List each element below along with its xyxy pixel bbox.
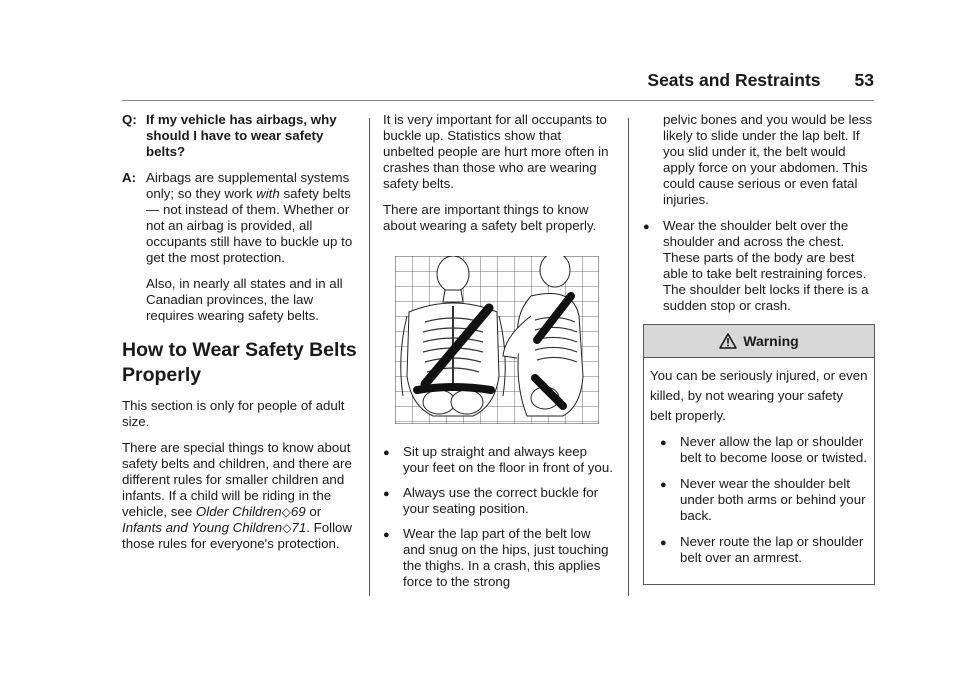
bullet-marker: ● [660, 479, 667, 491]
seatbelt-illustration [395, 256, 615, 428]
reference-icon: ◇ [282, 521, 292, 535]
page-number: 53 [854, 70, 874, 90]
list-item-text: Never wear the shoulder belt under both arms or behind your back. [680, 476, 866, 523]
answer-continued: Also, in nearly all states and in all Canadian provinces, the law requires wearing safety belts. [146, 276, 343, 323]
bullet-marker: ● [643, 221, 650, 233]
bullet-marker: ● [660, 537, 667, 549]
column-3 [643, 112, 875, 585]
paragraph: It is very important for all occupants to buckle up. Statistics show that unbelted people are hurt more often in crashes than those who are wearing safety belts. [383, 112, 609, 191]
question [122, 112, 358, 160]
column-divider [628, 118, 629, 596]
paragraph: There are special things to know about safety belts and children, and there are different rules for smaller children and infants. If a child will be riding in the vehicle, see Older Children◇69 or Infants and Young Children◇71. Follow those rules for everyone's protection. [122, 440, 353, 551]
lap-belt [417, 387, 491, 390]
section-title: Seats and Restraints [647, 70, 821, 90]
list-item-text: Always use the correct buckle for your seating position. [403, 485, 599, 516]
list-item-text: Sit up straight and always keep your feet on the floor in front of you. [403, 444, 613, 475]
paragraph: There are important things to know about wearing a safety belt properly. [383, 202, 597, 233]
section-heading: How to Wear Safety Belts Properly [122, 339, 357, 386]
q-label: Q: [122, 112, 137, 127]
page-ref[interactable]: 69 [290, 504, 306, 519]
list-item-text: Wear the shoulder belt over the shoulder and across the chest. These parts of the body are best able to take belt restraining forces. The shoulder belt locks if there is a sudden stop or crash. [663, 218, 869, 313]
page-header [647, 70, 874, 91]
paragraph: This section is only for people of adult size. [122, 398, 345, 429]
list-item-text: Never route the lap or shoulder belt over an armrest. [680, 534, 864, 565]
bullet-marker: ● [660, 437, 667, 449]
header-rule [122, 100, 874, 101]
column-2 [383, 112, 615, 599]
list-item [660, 476, 868, 524]
list-item [660, 534, 868, 566]
answer [122, 170, 358, 266]
warning-header [644, 325, 874, 358]
link-infants-young-children[interactable]: Infants and Young Children [122, 520, 283, 535]
bullet-continuation: pelvic bones and you would be less likely to slide under the lap belt. If you slid under it, the belt would apply force on your abdomen. This could cause serious or even fatal injuries. [663, 112, 873, 207]
question-text: If my vehicle has airbags, why should I have to wear safety belts? [146, 112, 337, 159]
answer-text: Airbags are supplemental systems only; so they work with safety belts — not instead of them. Whether or not an airbag is provided, all occupants still have to buckle up to get the most protection. [146, 170, 353, 265]
list-item [643, 218, 875, 314]
list-item-text: Never allow the lap or shoulder belt to become loose or twisted. [680, 434, 867, 465]
column-1 [122, 112, 358, 562]
list-item [383, 485, 615, 517]
list-item-text: Wear the lap part of the belt low and snug on the hips, just touching the thighs. In a crash, this applies force to the strong [403, 526, 609, 589]
column-divider [369, 118, 370, 596]
link-older-children[interactable]: Older Children [195, 504, 282, 519]
warning-body [644, 358, 874, 584]
reference-icon: ◇ [281, 505, 291, 519]
bullet-marker: ● [383, 529, 390, 541]
page-ref[interactable]: 71 [291, 520, 307, 535]
list-item [660, 434, 868, 466]
list-item [383, 444, 615, 476]
bullet-marker: ● [383, 447, 390, 459]
seatbelt-figure [395, 256, 599, 424]
list-item [383, 526, 615, 590]
bullet-marker: ● [383, 488, 390, 500]
a-label: A: [122, 170, 137, 185]
warning-title: Warning [743, 333, 799, 349]
warning-intro: You can be seriously injured, or even killed, by not wearing your safety belt properly. [650, 368, 868, 423]
warning-box [643, 324, 875, 585]
warning-icon [719, 333, 737, 349]
bullet-list [383, 444, 615, 590]
